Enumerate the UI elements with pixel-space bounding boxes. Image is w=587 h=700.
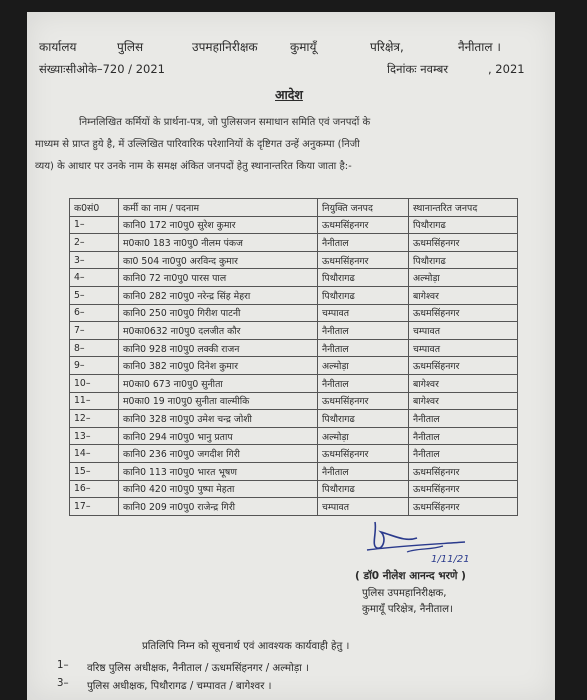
header-transfer-district: स्थानान्तरित जनपद [409, 199, 518, 217]
row-posted-district: पिथौरागढ [318, 480, 409, 498]
table-row [70, 462, 518, 480]
row-serial: 14– [70, 445, 119, 463]
row-employee: का0 504 ना0पु0 अरविन्द कुमार [119, 251, 318, 269]
row-transfer-district: बागेश्वर [409, 374, 518, 392]
row-posted-district: चम्पावत [318, 304, 409, 322]
row-serial: 17– [70, 498, 119, 516]
row-serial: 13– [70, 427, 119, 445]
transfer-table [69, 198, 518, 516]
signatory-designation: पुलिस उपमहानिरीक्षक, [362, 588, 447, 599]
order-title: आदेश [275, 87, 303, 102]
table-row [70, 410, 518, 428]
row-transfer-district: नैनीताल [409, 445, 518, 463]
row-posted-district: नैनीताल [318, 322, 409, 340]
row-employee: कानि0 420 ना0पु0 पुष्पा मेहता [119, 480, 318, 498]
row-transfer-district: ऊधमसिंहनगर [409, 498, 518, 516]
row-transfer-district: पिथौरागढ [409, 251, 518, 269]
table-row [70, 357, 518, 375]
row-transfer-district: ऊधमसिंहनगर [409, 462, 518, 480]
row-serial: 2– [70, 234, 119, 252]
row-transfer-district: ऊधमसिंहनगर [409, 234, 518, 252]
row-posted-district: ऊधमसिंहनगर [318, 251, 409, 269]
table-row [70, 339, 518, 357]
table-row [70, 374, 518, 392]
row-serial: 12– [70, 410, 119, 428]
row-employee: कानि0 172 ना0पु0 सुरेश कुमार [119, 216, 318, 234]
table-row [70, 480, 518, 498]
row-serial: 10– [70, 374, 119, 392]
row-serial: 5– [70, 286, 119, 304]
row-serial: 3– [70, 251, 119, 269]
signatory-name: ( डॉ0 नीलेश आनन्द भरणे ) [355, 570, 466, 582]
row-employee: कानि0 209 ना0पु0 राजेन्द्र गिरी [119, 498, 318, 516]
row-employee: कानि0 282 ना0पु0 नरेन्द्र सिंह मेहरा [119, 286, 318, 304]
row-employee: कानि0 382 ना0पु0 दिनेश कुमार [119, 357, 318, 375]
row-posted-district: नैनीताल [318, 234, 409, 252]
header-kumaon: कुमायूँ [290, 40, 317, 54]
row-transfer-district: नैनीताल [409, 410, 518, 428]
row-employee: म0का0632 ना0पु0 दलजीत कौर [119, 322, 318, 340]
row-serial: 8– [70, 339, 119, 357]
table-row [70, 269, 518, 287]
handwritten-date: 1/11/21 [431, 554, 470, 565]
header-posted-district: नियुक्ति जनपद [318, 199, 409, 217]
row-transfer-district: बागेश्वर [409, 286, 518, 304]
row-posted-district: नैनीताल [318, 339, 409, 357]
table-row [70, 304, 518, 322]
row-posted-district: चम्पावत [318, 498, 409, 516]
row-serial: 6– [70, 304, 119, 322]
row-serial: 4– [70, 269, 119, 287]
row-transfer-district: चम्पावत [409, 322, 518, 340]
row-transfer-district: ऊधमसिंहनगर [409, 480, 518, 498]
table-row [70, 322, 518, 340]
row-employee: कानि0 928 ना0पु0 लक्की राजन [119, 339, 318, 357]
row-transfer-district: नैनीताल [409, 427, 518, 445]
table-row [70, 251, 518, 269]
header-police: पुलिस [117, 40, 144, 54]
date-year: , 2021 [488, 62, 525, 76]
table-row [70, 234, 518, 252]
row-employee: म0का0 183 ना0पु0 नीलम पंकज [119, 234, 318, 252]
row-serial: 7– [70, 322, 119, 340]
table-row [70, 445, 518, 463]
row-posted-district: ऊधमसिंहनगर [318, 392, 409, 410]
copy-item-2-text: पुलिस अधीक्षक, पिथौरागढ / चम्पावत / बागेश्वर । [87, 681, 272, 692]
paragraph-line-2: माध्यम से प्राप्त हुये है, में उल्लिखित पारिवारिक परेशानियों के दृष्टिगत उन्हें अनुकम्पा (निजी [35, 139, 360, 150]
letter-number: संख्याःसीओके–720 / 2021 [39, 62, 165, 76]
row-employee: कानि0 294 ना0पु0 भानु प्रताप [119, 427, 318, 445]
row-posted-district: अल्मोड़ा [318, 427, 409, 445]
header-name: कर्मी का नाम / पदनाम [119, 199, 318, 217]
row-employee: कानि0 113 ना0पु0 भारत भूषण [119, 462, 318, 480]
header-serial: क0सं0 [70, 199, 119, 217]
row-posted-district: नैनीताल [318, 462, 409, 480]
row-transfer-district: बागेश्वर [409, 392, 518, 410]
paragraph-line-3: व्यय) के आधार पर उनके नाम के समक्ष अंकित जनपदों हेतु स्थानान्तरित किया जाता है:- [35, 161, 352, 172]
row-employee: कानि0 72 ना0पु0 पारस पाल [119, 269, 318, 287]
row-transfer-district: ऊधमसिंहनगर [409, 357, 518, 375]
row-employee: म0का0 19 ना0पु0 सुनीता वाल्मीकि [119, 392, 318, 410]
signatory-range: कुमायूँ परिक्षेत्र, नैनीताल। [362, 604, 453, 615]
row-posted-district: पिथौरागढ [318, 269, 409, 287]
paragraph-line-1: निम्नलिखित कर्मियों के प्रार्थना-पत्र, जो पुलिसजन समाधान समिति एवं जनपदों के [79, 117, 371, 128]
table-row [70, 216, 518, 234]
copy-item-2-number: 3– [57, 678, 69, 689]
row-employee: कानि0 236 ना0पु0 जगदीश गिरी [119, 445, 318, 463]
header-nainital: नैनीताल । [458, 40, 501, 54]
row-employee: कानि0 250 ना0पु0 गिरीश पाटनी [119, 304, 318, 322]
row-posted-district: ऊधमसिंहनगर [318, 445, 409, 463]
table-row [70, 286, 518, 304]
header-office: कार्यालय [39, 40, 77, 54]
copy-item-1-text: वरिष्ठ पुलिस अधीक्षक, नैनीताल / ऊधमसिंहनगर / अल्मोड़ा । [87, 663, 309, 674]
table-header-row [70, 199, 518, 217]
table-row [70, 392, 518, 410]
row-serial: 11– [70, 392, 119, 410]
date-label: दिनांकः नवम्बर [387, 62, 449, 76]
signature-scribble [347, 512, 497, 572]
row-posted-district: ऊधमसिंहनगर [318, 216, 409, 234]
row-posted-district: पिथौरागढ [318, 410, 409, 428]
row-transfer-district: पिथौरागढ [409, 216, 518, 234]
copy-item-1-number: 1– [57, 660, 69, 671]
row-transfer-district: अल्मोड़ा [409, 269, 518, 287]
copy-heading: प्रतिलिपि निम्न को सूचनार्थ एवं आवश्यक कार्यवाही हेतु । [142, 641, 350, 652]
document-page [27, 12, 555, 700]
row-employee: कानि0 328 ना0पु0 उमेश चन्द्र जोशी [119, 410, 318, 428]
row-transfer-district: चम्पावत [409, 339, 518, 357]
row-serial: 9– [70, 357, 119, 375]
row-serial: 15– [70, 462, 119, 480]
row-serial: 1– [70, 216, 119, 234]
row-transfer-district: ऊधमसिंहनगर [409, 304, 518, 322]
row-serial: 16– [70, 480, 119, 498]
header-dig: उपमहानिरीक्षक [192, 40, 258, 54]
table-row [70, 427, 518, 445]
row-employee: म0का0 673 ना0पु0 सुनीता [119, 374, 318, 392]
row-posted-district: अल्मोड़ा [318, 357, 409, 375]
header-range: परिक्षेत्र, [370, 40, 404, 54]
row-posted-district: पिथौरागढ [318, 286, 409, 304]
row-posted-district: नैनीताल [318, 374, 409, 392]
